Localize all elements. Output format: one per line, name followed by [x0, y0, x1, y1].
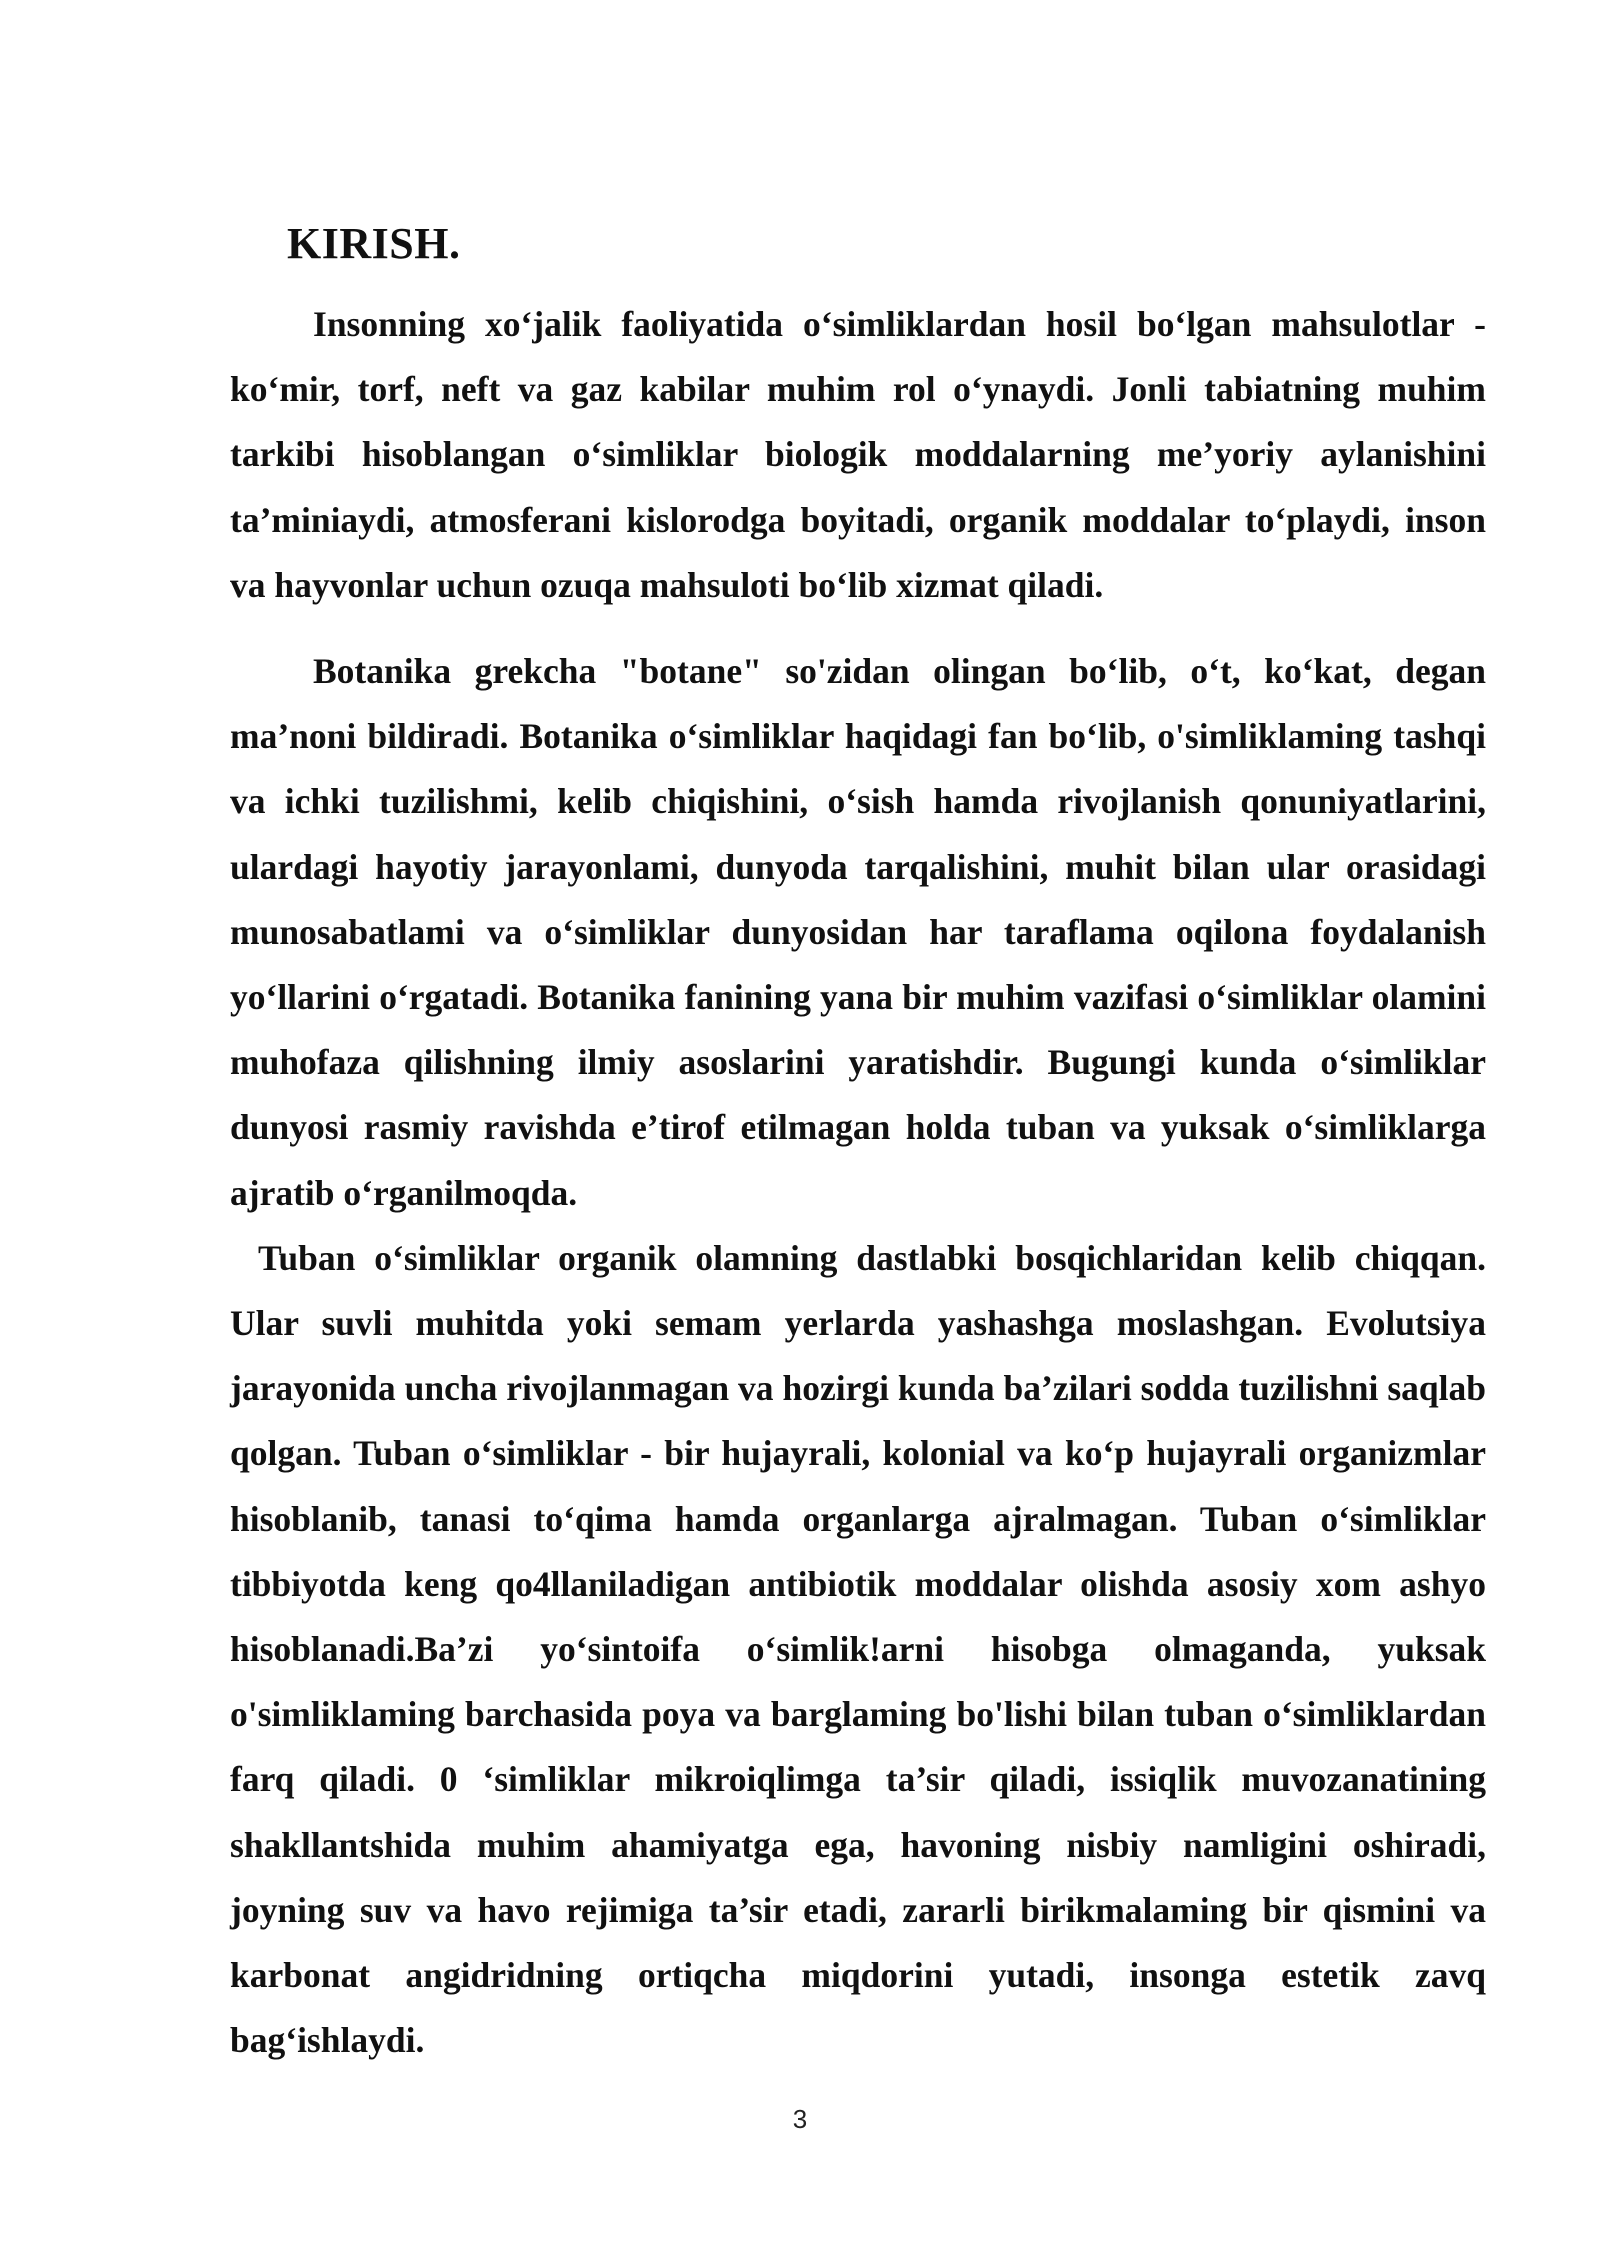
- paragraph-1: Insonning xo‘jalik faoliyatida o‘simliklardan hosil bo‘lgan mahsulotlar - ko‘mir, torf, neft va gaz kabilar muhim rol o‘ynaydi. Jonli tabiatning muhim tarkibi hisoblangan o‘simliklar biologik moddalarning me’yoriy aylanishini ta’miniaydi, atmosferani kislorodga boyitadi, organik moddalar to‘playdi, inson va hayvonlar uchun ozuqa mahsuloti bo‘lib xizmat qiladi.: [230, 304, 1486, 605]
- text-block-botany: [230, 639, 1486, 2073]
- paragraph-3: Tuban o‘simliklar organik olamning dastlabki bosqichlaridan kelib chiqqan. Ular suvli muhitda yoki semam yerlarda yashashga moslashgan. Evolutsiya jarayonida uncha rivojlanmagan va hozirgi kunda ba’zilari sodda tuzilishni saqlab qolgan. Tuban o‘simliklar - bir hujayrali, kolonial va ko‘p hujayrali organizmlar hisoblanib, tanasi to‘qima hamda organlarga ajralmagan. Tuban o‘simliklar tibbiyotda keng qo4llaniladigan antibiotik moddalar olishda asosiy xom ashyo hisoblanadi.Ba’zi yo‘sintoifa o‘simlik!arni hisobga olmaganda, yuksak o'simliklaming barchasida poya va barglaming bo'lishi bilan tuban o‘simliklardan farq qiladi. 0 ‘simliklar mikroiqlimga ta’sir qiladi, issiqlik muvozanatining shakllantshida muhim ahamiyatga ega, havoning nisbiy namligini oshiradi, joyning suv va havo rejimiga ta’sir etadi, zararli birikmalaming bir qismini va karbonat angidridning ortiqcha miqdorini yutadi, insonga estetik zavq bag‘ishlaydi.: [230, 1237, 1486, 2061]
- text-block-intro: [230, 292, 1486, 618]
- paragraph-2-text: Botanika grekcha "botane" so'zidan olingan bo‘lib, o‘t, ko‘kat, degan ma’noni bildiradi. Botanika o‘simliklar haqidagi fan bo‘lib, o'simliklaming tashqi va ichki tuzilishmi, kelib chiqishini, o‘sish hamda rivojlanish qonuniyatlarini, ulardagi hayotiy jarayonlami, dunyoda tarqalishini, muhit bilan ular orasidagi munosabatlami va o‘simliklar dunyosidan har taraflama oqilona foydalanish yo‘llarini o‘rgatadi. Botanika fanining yana bir muhim vazifasi o‘simliklar olamini muhofaza qilishning ilmiy asoslarini yaratishdir. Bugungi kunda o‘simliklar dunyosi rasmiy ravishda e’tirof etilmagan holda tuban va yuksak o‘simliklarga ajratib o‘rganilmoqda.: [230, 651, 1486, 1213]
- section-heading: KIRISH.: [287, 219, 461, 268]
- paragraph-2: [230, 639, 1486, 2073]
- page-number: 3: [792, 2104, 808, 2134]
